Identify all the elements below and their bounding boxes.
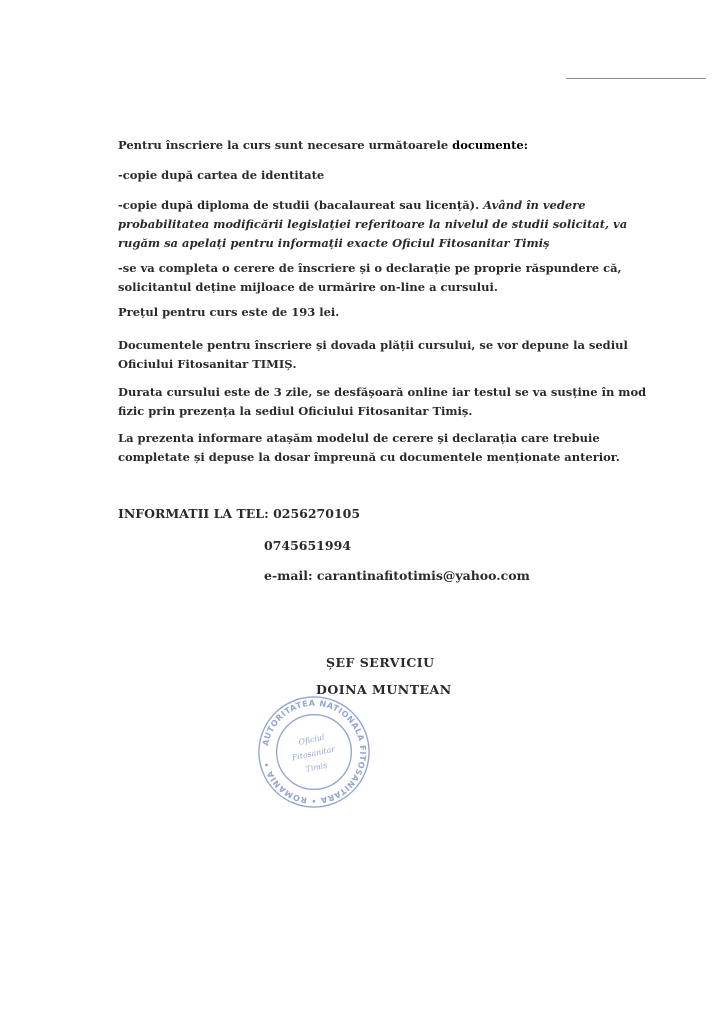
attachments-paragraph: La prezenta informare atașăm modelul de cerere și declarația care trebuie completate și depuse la dosar împreună cu documentele menționate anterior. xyxy=(118,431,620,464)
contact-email: e-mail: carantinafitotimis@yahoo.com xyxy=(264,568,530,583)
stamp-center-line3: Timiș xyxy=(304,760,329,774)
item-diploma xyxy=(118,196,648,253)
duration-paragraph: Durata cursului este de 3 zile, se desfășoară online iar testul se va susține în mod fizic prin prezența la sediul Oficiului Fitosanitar Timiș. xyxy=(118,385,647,418)
top-divider xyxy=(566,78,706,79)
stamp-ring-text: AUTORITATEA NATIONALA FITOSANITARA • ROMANIA • xyxy=(261,698,368,806)
stamp-center-line1: Oficiul xyxy=(297,732,326,747)
submission-paragraph: Documentele pentru înscriere și dovada plății cursului, se vor depune la sediul Oficiului Fitosanitar TIMIȘ. xyxy=(118,338,628,371)
signature-title: ȘEF SERVICIU xyxy=(326,655,435,670)
contact-phone-2: 0745651994 xyxy=(264,538,351,553)
item-diploma-plain: -copie după diploma de studii (bacalaureat sau licență). xyxy=(118,198,480,212)
signature-name: DOINA MUNTEAN xyxy=(316,682,452,697)
intro-keyword: documente: xyxy=(452,138,528,152)
item-id-copy: -copie după cartea de identitate xyxy=(118,168,325,182)
intro-paragraph xyxy=(118,136,648,155)
stamp-center-line2: Fitosanitar xyxy=(291,744,336,763)
contact-label: INFORMATII LA TEL: xyxy=(118,506,269,521)
contact-label-phone1 xyxy=(118,506,360,521)
official-stamp xyxy=(255,693,373,811)
contact-phone-1: 0256270105 xyxy=(273,506,361,521)
price-line: Prețul pentru curs este de 193 lei. xyxy=(118,305,340,319)
item-forms: -se va completa o cerere de înscriere și o declarație pe proprie răspundere că, solicitantul deține mijloace de urmărire on-line a cursului. xyxy=(118,261,622,294)
intro-text: Pentru înscriere la curs sunt necesare următoarele xyxy=(118,138,449,152)
item-diploma-note: Având în vedere probabilitatea modificării legislației referitoare la nivelul de studii solicitat, va rugăm sa apelați pentru informații exacte Oficiul Fitosanitar Timiș xyxy=(118,198,628,250)
